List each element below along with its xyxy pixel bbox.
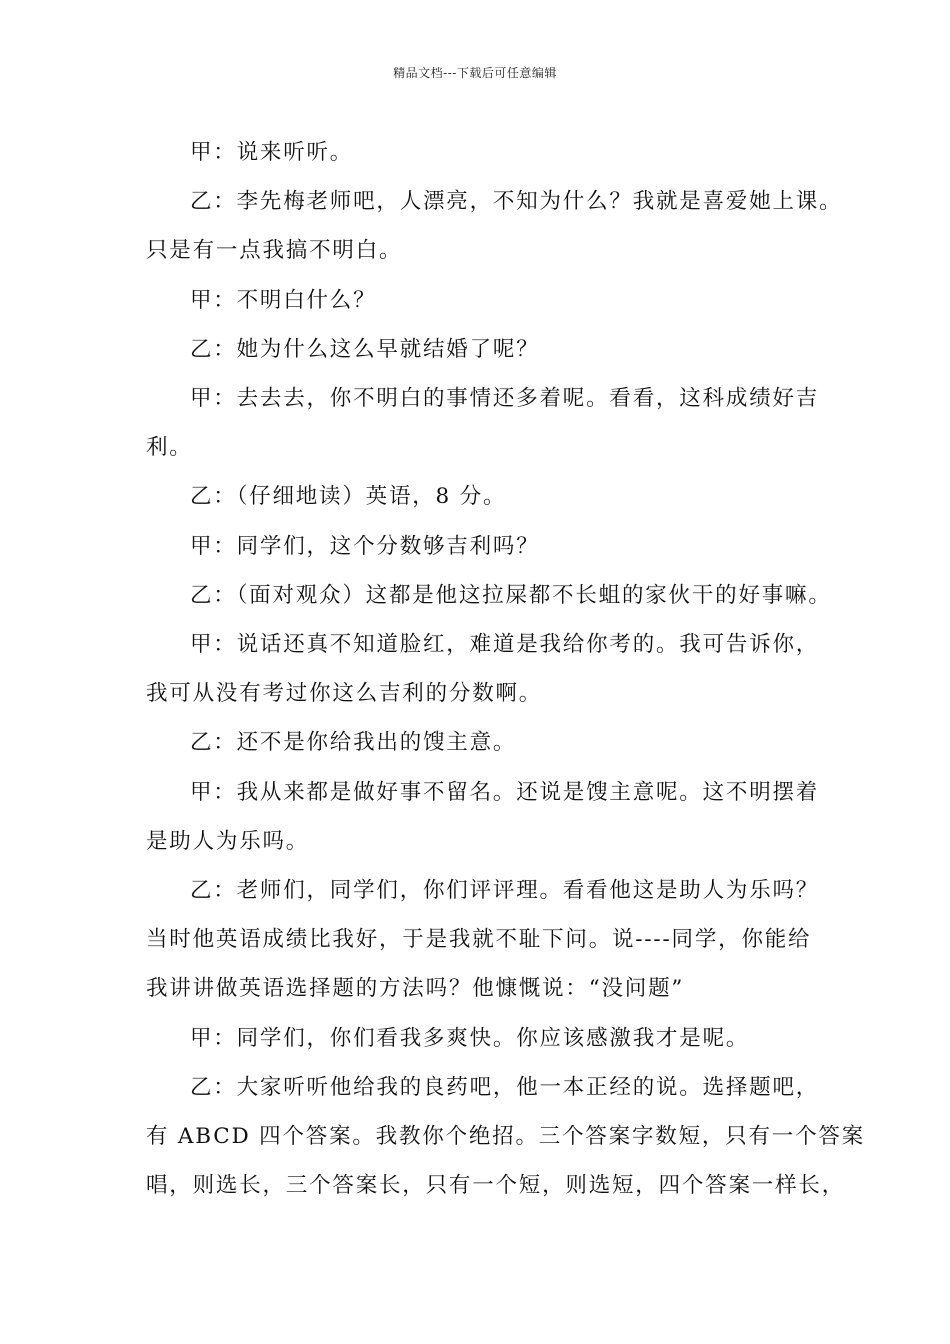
text-line: 我可从没有考过你这么吉利的分数啊。 [146, 681, 543, 707]
paragraph [146, 522, 811, 571]
paragraph [146, 571, 832, 620]
text-line: 乙：（面对观众）这都是他这拉屎都不长蛆的家伙干的好事嘛。 [190, 582, 832, 608]
text-line: 唱，则选长，三个答案长，只有一个短，则选短，四个答案一样长， [146, 1173, 846, 1199]
text-line: 乙：（仔细地读）英语，8 分。 [190, 484, 507, 510]
text-line: 有 ABCD 四个答案。我教你个绝招。三个答案字数短，只有一个答案 [146, 1124, 865, 1150]
paragraph [146, 768, 820, 866]
paragraph [146, 1063, 865, 1211]
paragraph [146, 620, 820, 718]
text-line: 乙：她为什么这么早就结婚了呢？ [190, 336, 540, 362]
text-line: 甲：我从来都是做好事不留名。还说是馊主意呢。这不明摆着 [190, 779, 820, 805]
text-line: 只是有一点我搞不明白。 [146, 238, 403, 264]
text-line: 甲：同学们，这个分数够吉利吗？ [190, 533, 540, 559]
text-line: 乙：老师们，同学们，你们评评理。看看他这是助人为乐吗？ [190, 878, 820, 904]
text-line: 乙：大家听听他给我的良药吧，他一本正经的说。选择题吧， [190, 1074, 820, 1100]
paragraph [146, 177, 843, 275]
paragraph [146, 374, 820, 472]
text-line: 利。 [146, 435, 193, 461]
dialogue-body [146, 128, 865, 1210]
paragraph [146, 472, 811, 521]
text-line: 当时他英语成绩比我好，于是我就不耻下问。说----同学，你能给 [146, 927, 812, 953]
text-line: 乙：李先梅老师吧，人漂亮，不知为什么？我就是喜爱她上课。 [190, 189, 843, 215]
text-line: 乙：还不是你给我出的馊主意。 [190, 730, 517, 756]
text-line: 我讲讲做英语选择题的方法吗？他慷慨说：“没问题” [146, 976, 685, 1002]
paragraph [146, 128, 811, 177]
text-line: 甲：同学们，你们看我多爽快。你应该感激我才是呢。 [190, 1025, 750, 1051]
page-header: 精品文档---下载后可任意编辑 [393, 66, 557, 80]
text-line: 是助人为乐吗。 [146, 828, 310, 854]
paragraph [146, 866, 820, 1014]
text-line: 甲：不明白什么？ [190, 287, 377, 313]
paragraph [146, 1014, 811, 1063]
text-line: 甲：说来听听。 [190, 140, 354, 165]
text-line: 甲：说话还真不知道脸红，难道是我给你考的。我可告诉你， [190, 632, 820, 658]
paragraph [146, 325, 811, 374]
text-line: 甲：去去去，你不明白的事情还多着呢。看看，这科成绩好吉 [190, 386, 820, 412]
paragraph [146, 718, 811, 767]
paragraph [146, 276, 811, 325]
